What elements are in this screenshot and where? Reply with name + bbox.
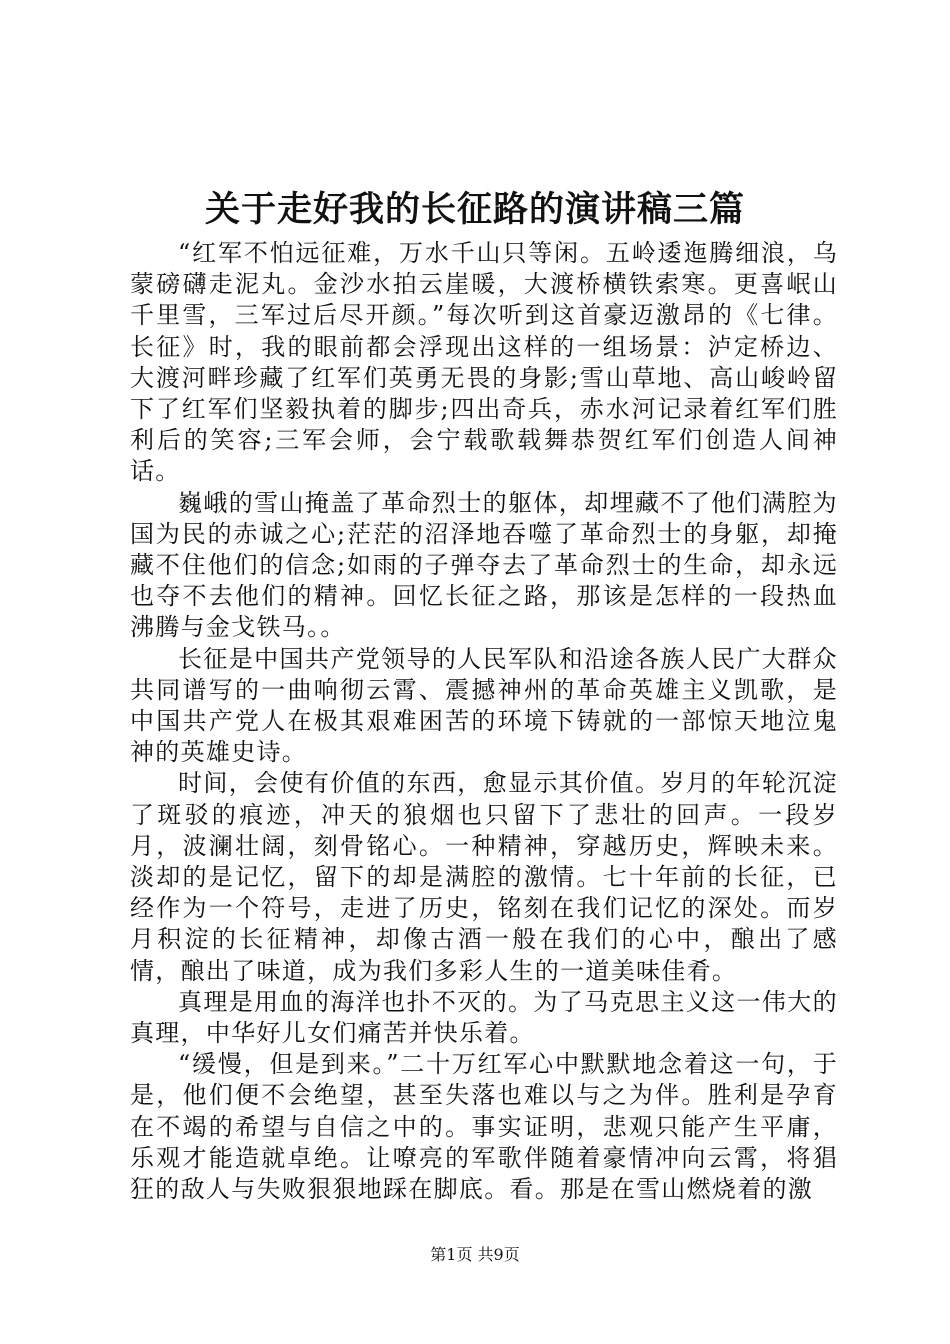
paragraph-6: “缓慢，但是到来。”二十万红军心中默默地念着这一句，于是，他们便不会绝望，甚至失落也难以与之为伴。胜利是孕育在不竭的希望与自信之中的。事实证明，悲观只能产生平庸，乐观才能造就卓绝。让嘹亮的军歌伴随着豪情冲向云霄，将猖狂的敌人与失败狠狠地踩在脚底。看。那是在雪山燃烧着的激: [130, 1050, 838, 1204]
paragraph-3: 长征是中国共产党领导的人民军队和沿途各族人民广大群众共同谱写的一曲响彻云霄、震撼神州的革命英雄主义凯歌，是中国共产党人在极其艰难困苦的环境下铸就的一部惊天地泣鬼神的英雄史诗。: [130, 644, 838, 767]
page-number-footer: 第1页 共9页: [430, 1245, 520, 1264]
document-body: [130, 238, 838, 1205]
paragraph-5: 真理是用血的海洋也扑不灭的。为了马克思主义这一伟大的真理，中华好儿女们痛苦并快乐着。: [130, 987, 838, 1048]
paragraph-4: 时间，会使有价值的东西，愈显示其价值。岁月的年轮沉淀了斑驳的痕迹，冲天的狼烟也只留下了悲壮的回声。一段岁月，波澜壮阔，刻骨铭心。一种精神，穿越历史，辉映未来。淡却的是记忆，留下的却是满腔的激情。七十年前的长征，已经作为一个符号，走进了历史，铭刻在我们记忆的深处。而岁月积淀的长征精神，却像古酒一般在我们的心中，酿出了感情，酿出了味道，成为我们多彩人生的一道美味佳肴。: [130, 769, 838, 985]
paragraph-2: 巍峨的雪山掩盖了革命烈士的躯体，却埋藏不了他们满腔为国为民的赤诚之心;茫茫的沼泽地吞噬了革命烈士的身躯，却掩藏不住他们的信念;如雨的子弹夺去了革命烈士的生命，却永远也夺不去他们的精神。回忆长征之路，那该是怎样的一段热血沸腾与金戈铁马。。: [130, 488, 838, 642]
paragraph-1: “红军不怕远征难，万水千山只等闲。五岭逶迤腾细浪，乌蒙磅礴走泥丸。金沙水拍云崖暖，大渡桥横铁索寒。更喜岷山千里雪，三军过后尽开颜。”每次听到这首豪迈激昂的《七律。长征》时，我的眼前都会浮现出这样的一组场景：泸定桥边、大渡河畔珍藏了红军们英勇无畏的身影;雪山草地、高山峻岭留下了红军们坚毅执着的脚步;四出奇兵，赤水河记录着红军们胜利后的笑容;三军会师，会宁载歌载舞恭贺红军们创造人间神话。: [130, 239, 838, 486]
document-title: 关于走好我的长征路的演讲稿三篇: [204, 189, 745, 230]
